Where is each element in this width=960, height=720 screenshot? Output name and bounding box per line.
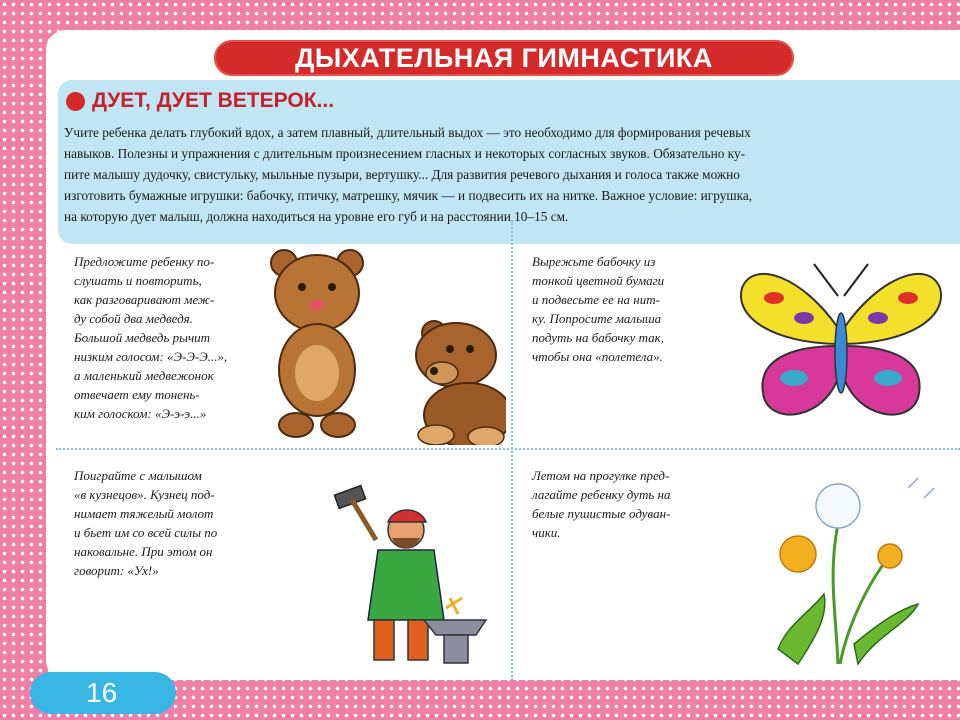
exercise-bears-text [74, 252, 227, 423]
intro-paragraph [64, 122, 948, 227]
exercise-line: ду собой два медведя. [74, 311, 193, 326]
exercise-line: лагайте ребенку дуть на [532, 487, 671, 502]
page-number: 16 [86, 677, 118, 708]
butterfly-illustration [734, 258, 949, 426]
exercise-line: Поиграйте с малышом [74, 468, 202, 483]
exercise-line: слушать и повторить, [74, 273, 202, 288]
exercise-line: Большой медведь рычит [74, 330, 211, 345]
exercise-line: белые пушистые одуван- [532, 506, 671, 521]
exercise-line: подуть на бабочку так, [532, 330, 665, 345]
intro-line: навыков. Полезны и упражнения с длительным произнесением гласных и некоторых согласных звуков. Обязательно ку- [64, 146, 746, 161]
section-heading: ДУЕТ, ДУЕТ ВЕТЕРОК... [92, 89, 335, 112]
exercise-line: ку. Попросите малыша [532, 311, 662, 326]
intro-line: пите малышу дудочку, свистульку, мыльные пузыри, вертушку... Для развития речевого дыхания и голоса также можно [64, 167, 740, 182]
section-heading-row [66, 89, 334, 113]
exercise-line: чтобы она «полетела». [532, 349, 663, 364]
blacksmith-illustration [316, 470, 501, 670]
intro-line: Учите ребенка делать глубокий вдох, а затем плавный, длительный выдох — это необходимо для формирования речевых [64, 125, 751, 140]
exercise-line: «в кузнецов». Кузнец под- [74, 487, 215, 502]
exercise-line: а маленький медвежонок [74, 368, 214, 383]
dandelion-illustration [758, 474, 938, 674]
exercise-line: Летом на прогулке пред- [532, 468, 670, 483]
exercise-dandelion-text [532, 466, 670, 542]
exercise-line: ким голоском: «Э-э-э...» [74, 406, 207, 421]
exercise-line: Предложите ребенку по- [74, 254, 215, 269]
intro-panel [58, 80, 960, 244]
blacksmith-icon [334, 486, 486, 663]
title-banner [214, 40, 794, 76]
dandelion-icon [778, 478, 934, 664]
intro-line: на которую дует малыш, должна находиться на уровне его губ и на расстоянии 10–15 см. [64, 209, 569, 224]
exercise-line: отвечает ему тонень- [74, 387, 200, 402]
page-number-badge [30, 672, 176, 714]
exercise-line: Вырежьте бабочку из [532, 254, 656, 269]
page-sheet [46, 30, 960, 680]
exercise-line: нимает тяжелый молот [74, 506, 214, 521]
exercise-line: как разговаривают меж- [74, 292, 215, 307]
exercise-line: говорит: «Ух!» [74, 563, 159, 578]
exercise-blacksmith-text [74, 466, 217, 580]
exercise-line: чики. [532, 525, 561, 540]
exercise-line: тонкой цветной бумаги [532, 273, 665, 288]
exercise-line: и подвесьте ее на нит- [532, 292, 660, 307]
bears-illustration [256, 245, 506, 445]
exercise-line: наковальне. При этом он [74, 544, 213, 559]
red-bullet-icon [66, 92, 85, 111]
page-title: ДЫХАТЕЛЬНАЯ ГИМНАСТИКА [295, 42, 713, 73]
intro-line: изготовить бумажные игрушки: бабочку, птичку, матрешку, мячик — и подвесить их на нитке. Важное условие: игрушка, [64, 188, 753, 203]
grid-divider-horizontal [56, 448, 960, 450]
sitting-bear-icon [416, 321, 506, 445]
grid-divider-vertical [511, 220, 513, 680]
exercise-line: низким голосом: «Э-Э-Э...», [74, 349, 228, 364]
exercise-butterfly-text [532, 252, 664, 366]
standing-bear-icon [271, 250, 363, 437]
exercise-line: и бьет им со всей силы по [74, 525, 218, 540]
butterfly-icon [741, 264, 941, 415]
